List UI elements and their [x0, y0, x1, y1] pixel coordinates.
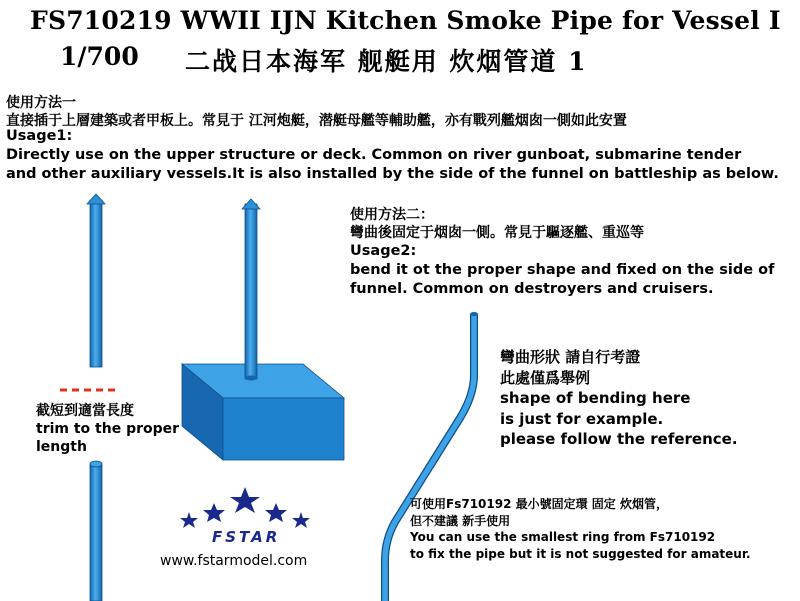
usage2-heading-en: Usage2:: [350, 243, 417, 259]
brand-logo: FSTAR: [212, 528, 281, 546]
usage2-heading-cn: 使用方法二：: [350, 207, 434, 223]
trim-note: [36, 402, 179, 456]
bend-note: [500, 347, 738, 450]
usage2-text-en-line2: funnel. Common on destroyers and cruisers.: [350, 281, 714, 297]
pipe-left-upper: [87, 194, 105, 367]
trim-note-en1: trim to the proper: [36, 421, 180, 437]
scale-label: 1/700: [60, 42, 139, 71]
usage1-heading-cn: 使用方法一: [6, 95, 76, 111]
pipe-in-block: [242, 199, 260, 381]
usage1-heading-en: Usage1:: [6, 128, 73, 144]
trim-note-cn: 截短到適當長度: [36, 403, 134, 419]
page-title: FS710219 WWII IJN Kitchen Smoke Pipe for Vessel I: [30, 6, 781, 35]
usage2-text-en-line1: bend it ot the proper shape and fixed on the side of: [350, 262, 775, 278]
pipe-left-lower: [90, 461, 102, 601]
bend-note-en3: please follow the reference.: [500, 430, 738, 448]
usage1-text-cn: 直接插于上層建築或者甲板上。常見于 江河炮艇，潜艇母艦等輔助艦，亦有戰列艦烟囱一側如此安置: [6, 113, 627, 129]
usage1-text-en-line1: Directly use on the upper structure or deck. Common on river gunboat, submarine tender: [6, 147, 742, 163]
bend-note-en2: is just for example.: [500, 409, 664, 428]
bend-note-cn2: 此處僅爲舉例: [500, 368, 591, 387]
logo-stars-icon: [180, 487, 310, 528]
usage1-text-en-line2: and other auxiliary vessels.It is also installed by the side of the funnel on battleship as below.: [6, 166, 779, 182]
ring-note: [410, 496, 751, 562]
trim-note-en2: length: [36, 439, 87, 455]
ring-note-en1: You can use the smallest ring from Fs710192: [410, 530, 716, 544]
ring-note-cn2: 但不建議 新手使用: [410, 513, 511, 528]
ring-note-cn1: 可使用Fs710192 最小號固定環 固定 炊烟管，: [410, 497, 668, 511]
ring-note-en2: to fix the pipe but it is not suggested for amateur.: [410, 546, 751, 561]
usage2-text-cn: 彎曲後固定于烟囱一側。常見于驅逐艦、重巡等: [350, 225, 644, 241]
deck-block: [182, 364, 344, 460]
title-chinese: 二战日本海军 舰艇用 炊烟管道 1: [185, 47, 588, 76]
bend-note-en1: shape of bending here: [500, 389, 691, 407]
bend-note-cn1: 彎曲形狀 請自行考證: [500, 348, 641, 366]
website-link[interactable]: www.fstarmodel.com: [160, 553, 308, 569]
